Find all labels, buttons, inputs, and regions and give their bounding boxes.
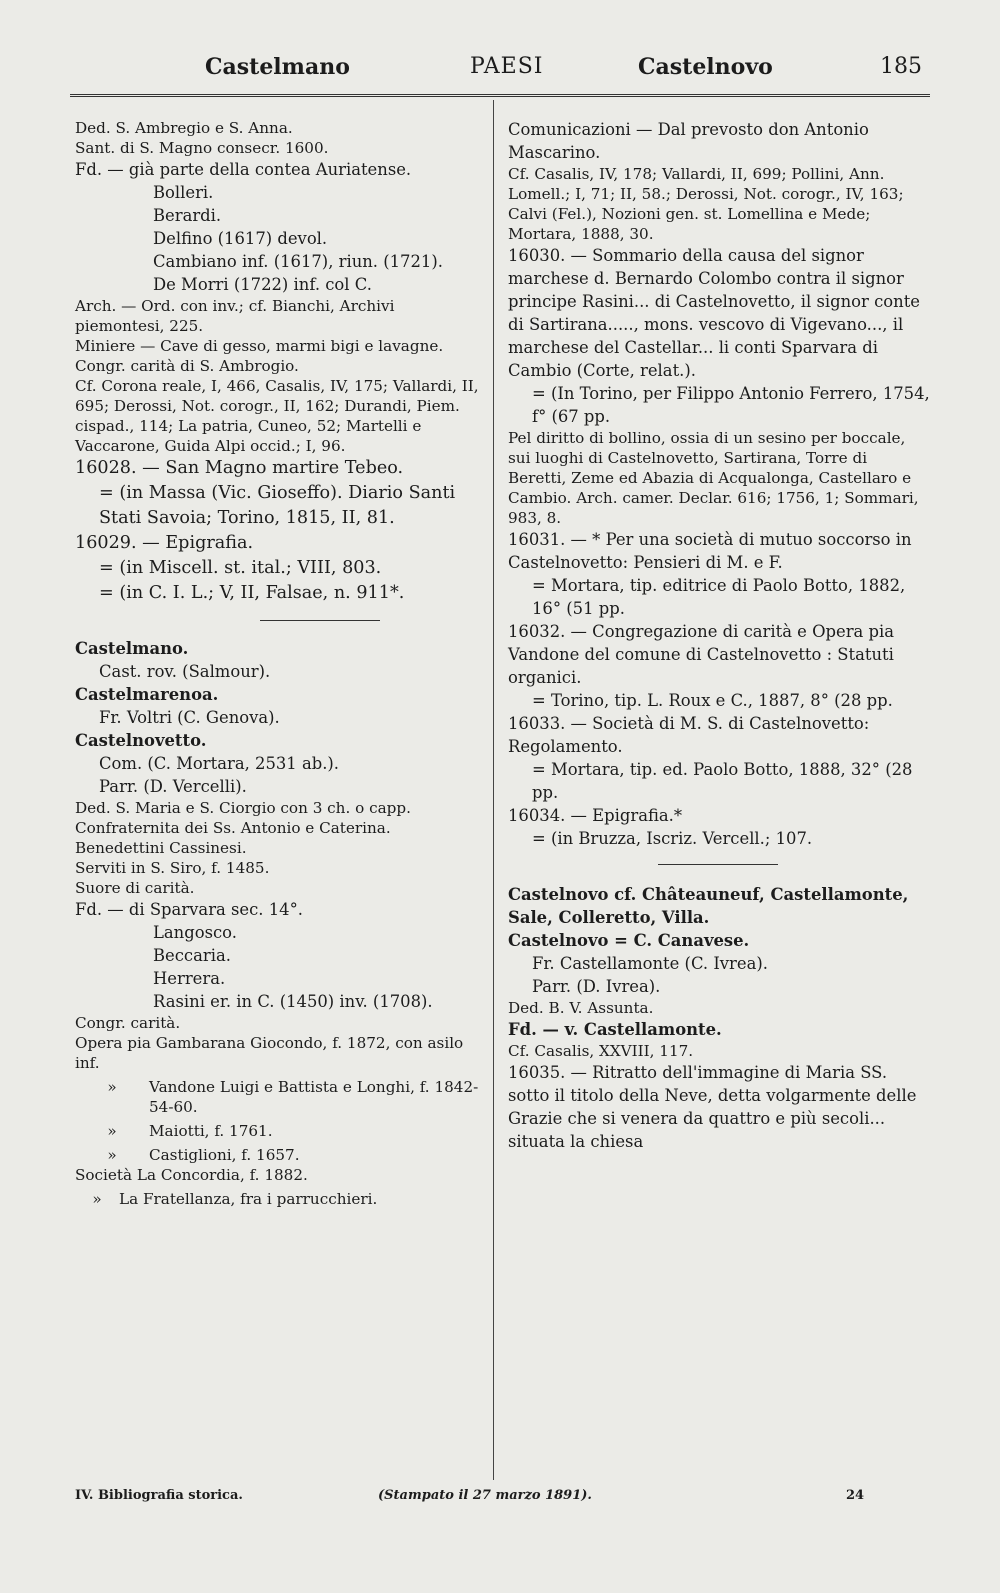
- column-divider: [493, 100, 494, 1480]
- running-header: [0, 54, 1000, 88]
- ditto-entry: [75, 1077, 479, 1117]
- entry-line: Congr. carità.: [75, 1014, 181, 1032]
- entry-line: = Mortara, tip. ed. Paolo Botto, 1888, 32° (28 pp.: [532, 760, 913, 802]
- entry-line: Cf. Casalis, XXVIII, 117.: [508, 1042, 694, 1060]
- ditto-mark: »: [107, 1078, 117, 1096]
- entry-line: = Mortara, tip. editrice di Paolo Botto, 1882, 16° (51 pp.: [532, 576, 906, 618]
- entry-line: Società La Concordia, f. 1882.: [75, 1166, 308, 1184]
- entry-line: 16030. — Sommario della causa del signor marchese d. Bernardo Colombo contra il signor principe Rasini... di Castelnovetto, il signor conte di Sartirana....., mons. vescovo di Vigevano..., il marchese del Castellar... li conti Sparvara di Cambio (Corte, relat.).: [508, 246, 920, 380]
- header-section: PAESI: [470, 54, 544, 79]
- ditto-mark: »: [92, 1190, 102, 1208]
- entry-line: Serviti in S. Siro, f. 1485.: [75, 859, 270, 877]
- entry-line: 16031. — * Per una società di mutuo soccorso in Castelnovetto: Pensieri di M. e F.: [508, 530, 912, 572]
- entry-line: = Torino, tip. L. Roux e C., 1887, 8° (28 pp.: [532, 691, 893, 710]
- entry-line: Pel diritto di bollino, ossia di un sesino per boccale, sui luoghi di Castelnovetto, Sartirana, Torre di Beretti, Zeme ed Abazia di Acqualonga, Castellaro e Cambio. Arch. camer. Declar. 616; 1756, 1; Sommari, 983, 8.: [508, 429, 919, 527]
- entry-line: Ded. S. Maria e S. Ciorgio con 3 ch. o capp.: [75, 799, 411, 817]
- right-column: [508, 118, 930, 1153]
- header-rule: [70, 94, 930, 97]
- entry-line: Berardi.: [153, 206, 222, 225]
- footer-sheet-number: 24: [846, 1488, 865, 1503]
- entry-line: = (in C. I. L.; V, II, Falsae, n. 911*.: [99, 583, 405, 603]
- entry-line: Rasini er. in C. (1450) inv. (1708).: [153, 992, 433, 1011]
- entry-line: Cambiano inf. (1617), riun. (1721).: [153, 252, 443, 271]
- entry-line: Arch. — Ord. con inv.; cf. Bianchi, Archivi piemontesi, 225.: [75, 297, 395, 335]
- entry-line: Com. (C. Mortara, 2531 ab.).: [99, 754, 340, 773]
- entry-line: Miniere — Cave di gesso, marmi bigi e lavagne.: [75, 337, 444, 355]
- entry-line: Herrera.: [153, 969, 226, 988]
- entry-line: Bolleri.: [153, 183, 214, 202]
- entry-line: Beccaria.: [153, 946, 231, 965]
- entry-line: Parr. (D. Vercelli).: [99, 777, 247, 796]
- entry-line: Parr. (D. Ivrea).: [532, 977, 661, 996]
- entry-line: Fd. — già parte della contea Auriatense.: [75, 160, 412, 179]
- entry-line: 16028. — San Magno martire Tebeo.: [75, 458, 404, 478]
- entry-line: 16034. — Epigrafia.*: [508, 806, 683, 825]
- entry-line: 16035. — Ritratto dell'immagine di Maria SS. sotto il titolo della Neve, detta volgarmente delle Grazie che si venera da quattro e più secoli... situata la chiesa: [508, 1063, 917, 1151]
- section-divider: [658, 864, 778, 865]
- entry-line: = (In Torino, per Filippo Antonio Ferrero, 1754, f° (67 pp.: [532, 384, 930, 426]
- ditto-entry: [75, 1145, 479, 1165]
- ditto-entry: [75, 1121, 479, 1141]
- entry-line: 16029. — Epigrafia.: [75, 533, 254, 553]
- entry-line: Sant. di S. Magno consecr. 1600.: [75, 139, 329, 157]
- ditto-mark: »: [107, 1122, 117, 1140]
- page-footer: [0, 1488, 1000, 1510]
- entry-line: Congr. carità di S. Ambrogio.: [75, 357, 299, 375]
- place-heading: Castelmarenoa.: [75, 685, 219, 704]
- left-column: [75, 118, 479, 1209]
- entry-line: Cast. rov. (Salmour).: [99, 662, 271, 681]
- entry-line: Fd. — di Sparvara sec. 14°.: [75, 900, 303, 919]
- entry-line: = (in Miscell. st. ital.; VIII, 803.: [99, 558, 382, 578]
- entry-line: Suore di carità.: [75, 879, 195, 897]
- entry-line: Fr. Castellamonte (C. Ivrea).: [532, 954, 768, 973]
- page-number: 185: [880, 54, 922, 79]
- entry-line: Delfino (1617) devol.: [153, 229, 328, 248]
- entry-line: Confraternita dei Ss. Antonio e Caterina.: [75, 819, 391, 837]
- header-right-word: Castelnovo: [638, 54, 773, 80]
- entry-line: La Fratellanza, fra i parrucchieri.: [119, 1190, 378, 1208]
- entry-line: = (in Massa (Vic. Gioseffo). Diario Santi Stati Savoia; Torino, 1815, II, 81.: [99, 483, 456, 528]
- entry-line: Castiglioni, f. 1657.: [149, 1146, 300, 1164]
- section-divider: [260, 620, 380, 621]
- place-heading: Castelnovetto.: [75, 731, 207, 750]
- entry-line: Ded. B. V. Assunta.: [508, 999, 654, 1017]
- entry-line: 16032. — Congregazione di carità e Opera pia Vandone del comune di Castelnovetto : Statuti organici.: [508, 622, 895, 687]
- entry-line: Fd. — v. Castellamonte.: [508, 1020, 722, 1039]
- entry-line: Ded. S. Ambregio e S. Anna.: [75, 119, 293, 137]
- entry-line: Vandone Luigi e Battista e Longhi, f. 1842-54-60.: [149, 1078, 479, 1116]
- entry-line: De Morri (1722) inf. col C.: [153, 275, 372, 294]
- entry-line: Langosco.: [153, 923, 237, 942]
- entry-line: Benedettini Cassinesi.: [75, 839, 247, 857]
- entry-line: Cf. Corona reale, I, 466, Casalis, IV, 175; Vallardi, II, 695; Derossi, Not. corogr., II, 162; Durandi, Piem. cispad., 114; La patria, Cuneo, 52; Martelli e Vaccarone, Guida Alpi occid.; I, 96.: [75, 377, 479, 455]
- header-left-word: Castelmano: [205, 54, 350, 80]
- entry-line: Opera pia Gambarana Giocondo, f. 1872, con asilo inf.: [75, 1034, 464, 1072]
- place-heading: Castelnovo cf. Châteauneuf, Castellamonte, Sale, Colleretto, Villa.: [508, 885, 909, 927]
- footer-signature: IV. Bibliografia storica.: [75, 1488, 243, 1503]
- entry-line: 16033. — Società di M. S. di Castelnovetto: Regolamento.: [508, 714, 870, 756]
- entry-line: Comunicazioni — Dal prevosto don Antonio Mascarino.: [508, 120, 869, 162]
- entry-line: = (in Bruzza, Iscriz. Vercell.; 107.: [532, 829, 813, 848]
- ditto-mark: »: [107, 1146, 117, 1164]
- entry-line: Maiotti, f. 1761.: [149, 1122, 273, 1140]
- ditto-entry: [75, 1189, 479, 1209]
- entry-line: Cf. Casalis, IV, 178; Vallardi, II, 699; Pollini, Ann. Lomell.; I, 71; II, 58.; Derossi, Not. corogr., IV, 163; Calvi (Fel.), Nozioni gen. st. Lomellina e Mede; Mortara, 1888, 30.: [508, 165, 904, 243]
- place-heading: Castelmano.: [75, 639, 189, 658]
- entry-line: Fr. Voltri (C. Genova).: [99, 708, 280, 727]
- footer-print-date: (Stampato il 27 marzo 1891).: [378, 1488, 592, 1503]
- place-heading: Castelnovo = C. Canavese.: [508, 931, 750, 950]
